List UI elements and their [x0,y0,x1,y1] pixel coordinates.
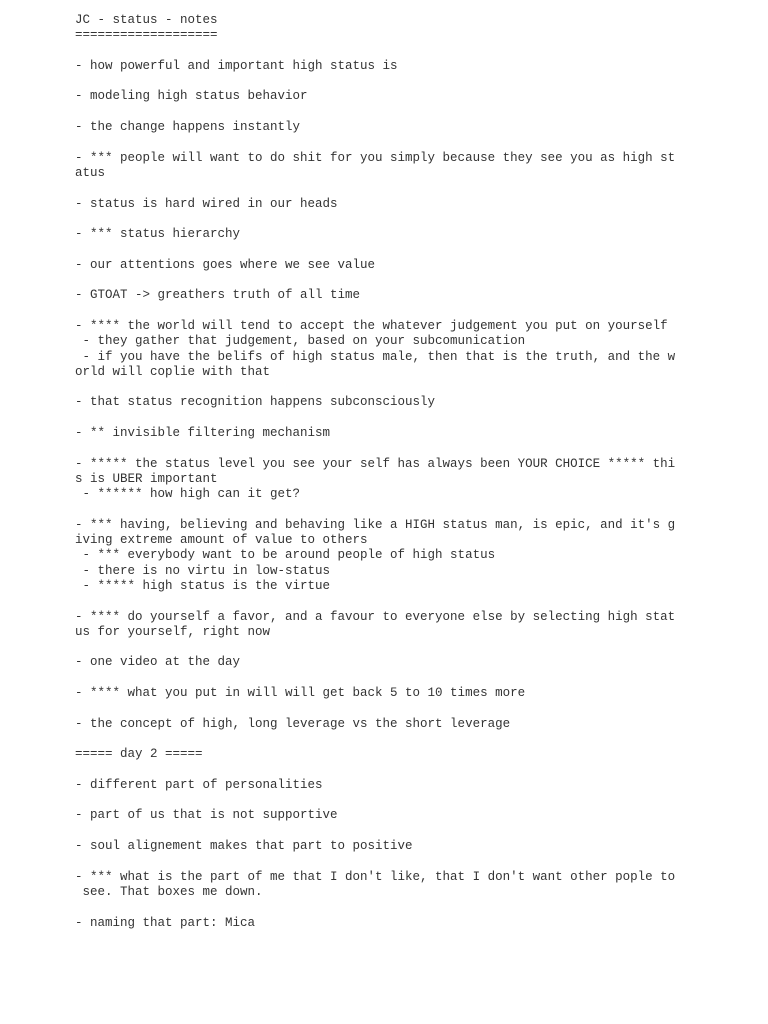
note-line: - our attentions goes where we see value [75,257,376,272]
blank-line [75,854,675,869]
blank-line [75,135,675,150]
blank-line [75,701,675,716]
blank-line [75,242,675,257]
blank-line [75,105,675,120]
document-title-line: =================== [75,28,218,43]
blank-line [75,793,675,808]
note-line: - ****** how high can it get? [75,487,301,502]
note-line: - **** do yourself a favor, and a favour to everyone else by selecting high stat [75,609,676,624]
blank-line [75,441,675,456]
blank-line [75,44,675,59]
blank-line [75,411,675,426]
note-line: - status is hard wired in our heads [75,196,338,211]
note-line: us for yourself, right now [75,624,271,639]
note-line: - how powerful and important high status is [75,58,398,73]
blank-line [75,74,675,89]
note-line: - if you have the belifs of high status male, then that is the truth, and the w [75,349,676,364]
note-line: - *** people will want to do shit for you simply because they see you as high st [75,150,676,165]
blank-line [75,824,675,839]
blank-line [75,900,675,915]
note-line: - ***** high status is the virtue [75,578,331,593]
blank-line [75,304,675,319]
note-line: - **** the world will tend to accept the whatever judgement you put on yourself [75,318,668,333]
blank-line [75,671,675,686]
note-line: - different part of personalities [75,777,323,792]
note-line: - *** having, believing and behaving like a HIGH status man, is epic, and it's g [75,517,676,532]
note-line: - one video at the day [75,655,241,670]
note-line: atus [75,165,106,180]
blank-line [75,380,675,395]
note-line: - *** everybody want to be around people of high status [75,548,496,563]
blank-line [75,763,675,778]
notes-document [75,13,675,931]
note-line: s is UBER important [75,471,218,486]
note-line: - **** what you put in will will get back 5 to 10 times more [75,686,526,701]
note-line: see. That boxes me down. [75,884,263,899]
note-line: - the concept of high, long leverage vs the short leverage [75,716,511,731]
note-line: orld will coplie with that [75,364,271,379]
blank-line [75,503,675,518]
blank-line [75,212,675,227]
document-title-line: JC - status - notes [75,13,218,27]
note-line: - that status recognition happens subconsciously [75,395,436,410]
note-line: - *** what is the part of me that I don't like, that I don't want other pople to [75,869,676,884]
note-line: - ** invisible filtering mechanism [75,426,331,441]
note-line: - there is no virtu in low-status [75,563,331,578]
note-line: - naming that part: Mica [75,915,256,930]
note-line: - they gather that judgement, based on your subcomunication [75,334,526,349]
note-line: - modeling high status behavior [75,89,308,104]
blank-line [75,640,675,655]
note-line: - the change happens instantly [75,120,301,135]
note-line: - *** status hierarchy [75,227,241,242]
note-line: ===== day 2 ===== [75,747,203,762]
blank-line [75,181,675,196]
blank-line [75,273,675,288]
blank-line [75,732,675,747]
blank-line [75,594,675,609]
note-line: - GTOAT -> greathers truth of all time [75,288,361,303]
note-line: - soul alignement makes that part to positive [75,839,413,854]
note-line: - ***** the status level you see your self has always been YOUR CHOICE ***** thi [75,456,676,471]
note-line: iving extreme amount of value to others [75,533,368,548]
note-line: - part of us that is not supportive [75,808,338,823]
